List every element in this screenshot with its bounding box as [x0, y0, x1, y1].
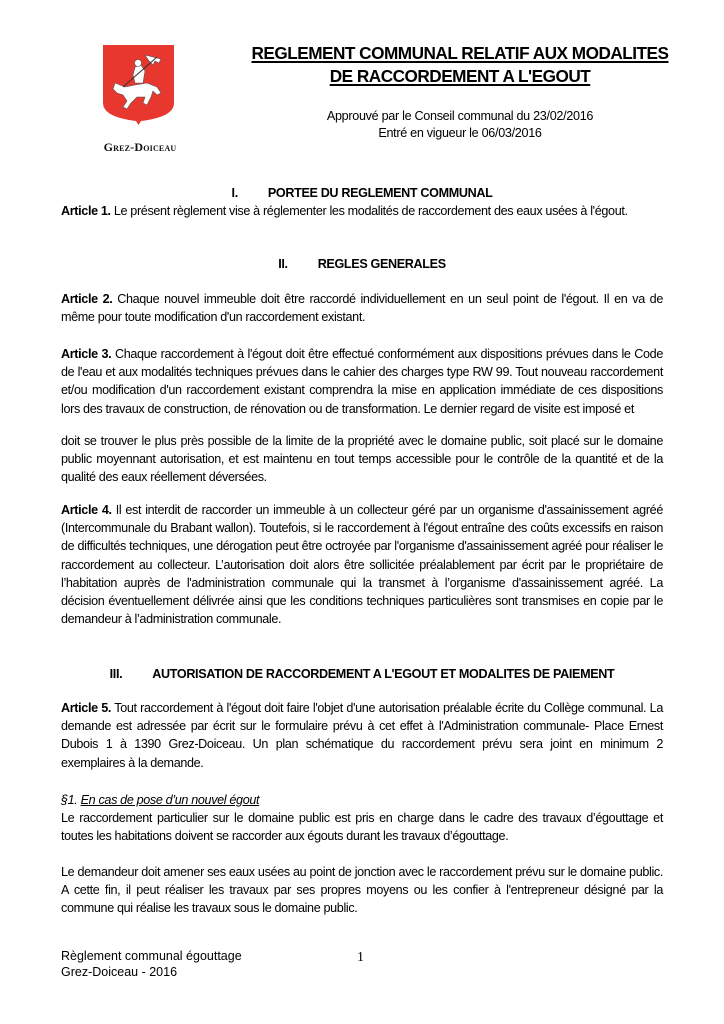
article-5: Article 5. Tout raccordement à l'égout doit faire l'objet d'une autorisation préalable écrite du Collège communal. La demande est adressée par écrit sur le formulaire prévu à cet effet à l'Administration communale- Place Ernest Dubois 1 à 1390 Grez-Doiceau. Un plan schématique du raccordement prévu sera joint en minimum 2 exemplaires à la demande. [61, 701, 663, 770]
article-label: Article 1. [61, 204, 111, 218]
paragraph-1-text-1: Le raccordement particulier sur le domaine public est pris en charge dans le cadre des travaux d’égouttage et toutes les habitations doivent se raccorder aux égouts durant les travaux d’égouttage. [61, 811, 663, 844]
effective-date: Entré en vigueur le 06/03/2016 [378, 126, 542, 140]
document-title [240, 42, 680, 88]
section-heading-3: III. AUTORISATION DE RACCORDEMENT A L'EGOUT ET MODALITES DE PAIEMENT [109, 667, 615, 681]
section-heading-1: I. PORTEE DU REGLEMENT COMMUNAL [231, 186, 493, 200]
approval-info [240, 108, 680, 142]
page-number: 1 [357, 950, 364, 965]
title-line-1: REGLEMENT COMMUNAL RELATIF AUX MODALITES [251, 43, 669, 63]
article-2: Article 2. Chaque nouvel immeuble doit être raccordé individuellement en un seul point de l'égout. Il en va de même pour toute modification d'un raccordement existant. [61, 292, 663, 325]
article-label: Article 2. [61, 292, 113, 306]
article-4: Article 4. Il est interdit de raccorder un immeuble à un collecteur géré par un organisme d'assainissement agréé (Intercommunale du Brabant wallon). Toutefois, si le raccordement à l'égout entraîne des coûts excessifs en raison de difficultés techniques, une dérogation peut être octroyée par l'organisme d'assainissement agréé pour réaliser le raccordement au collecteur. L’autorisation doit alors être sollicitée préalablement par écrit par le propriétaire de l’habitation auprès de l'administration communale qui la transmet à l’organisme d'assainissement agréé. La décision éventuellement délivrée ainsi que les conditions techniques particulières sont transmises en copie par le demandeur à l’administration communale. [61, 503, 663, 627]
coat-of-arms-icon [101, 43, 176, 126]
paragraph-1-text-2: Le demandeur doit amener ses eaux usées au point de jonction avec le raccordement prévu sur le domaine public. A cette fin, il peut réaliser les travaux par ses propres moyens ou les confier à l'entrepreneur désigné par la commune qui réalise les travaux sous le domaine public. [61, 865, 663, 916]
page-footer [61, 948, 242, 980]
commune-name: Grez-Doiceau [103, 140, 177, 154]
article-3-continued: doit se trouver le plus près possible de la limite de la propriété avec le domaine public, soit placé sur le domaine public moyennant autorisation, et est maintenu en tout temps accessible pour le contrôle de la quantité et de la qualité des eaux réellement déversées. [61, 434, 663, 485]
article-label: Article 5. [61, 701, 112, 715]
article-3: Article 3. Chaque raccordement à l'égout doit être effectué conformément aux dispositions prévues dans le Code de l'eau et aux modalités techniques prévues dans le cahier des charges type RW 99. Tout nouveau raccordement et/ou modification d'un raccordement existant comprendra la mise en application immédiate de ces dispositions lors des travaux de construction, de rénovation ou de transformation. Le dernier regard de visite est imposé et [61, 347, 663, 416]
footer-line-2: Grez-Doiceau - 2016 [61, 965, 178, 979]
footer-line-1: Règlement communal égouttage [61, 949, 242, 963]
paragraph-1-title: §1. En cas de pose d’un nouvel égout [61, 793, 260, 807]
article-label: Article 3. [61, 347, 112, 361]
title-line-2: DE RACCORDEMENT A L'EGOUT [329, 66, 591, 86]
article-label: Article 4. [61, 503, 112, 517]
approval-date: Approuvé par le Conseil communal du 23/02/2016 [326, 109, 594, 123]
section-heading-2: II. REGLES GENERALES [278, 257, 446, 271]
article-1: Article 1. Le présent règlement vise à réglementer les modalités de raccordement des eaux usées à l'égout. [61, 204, 628, 218]
